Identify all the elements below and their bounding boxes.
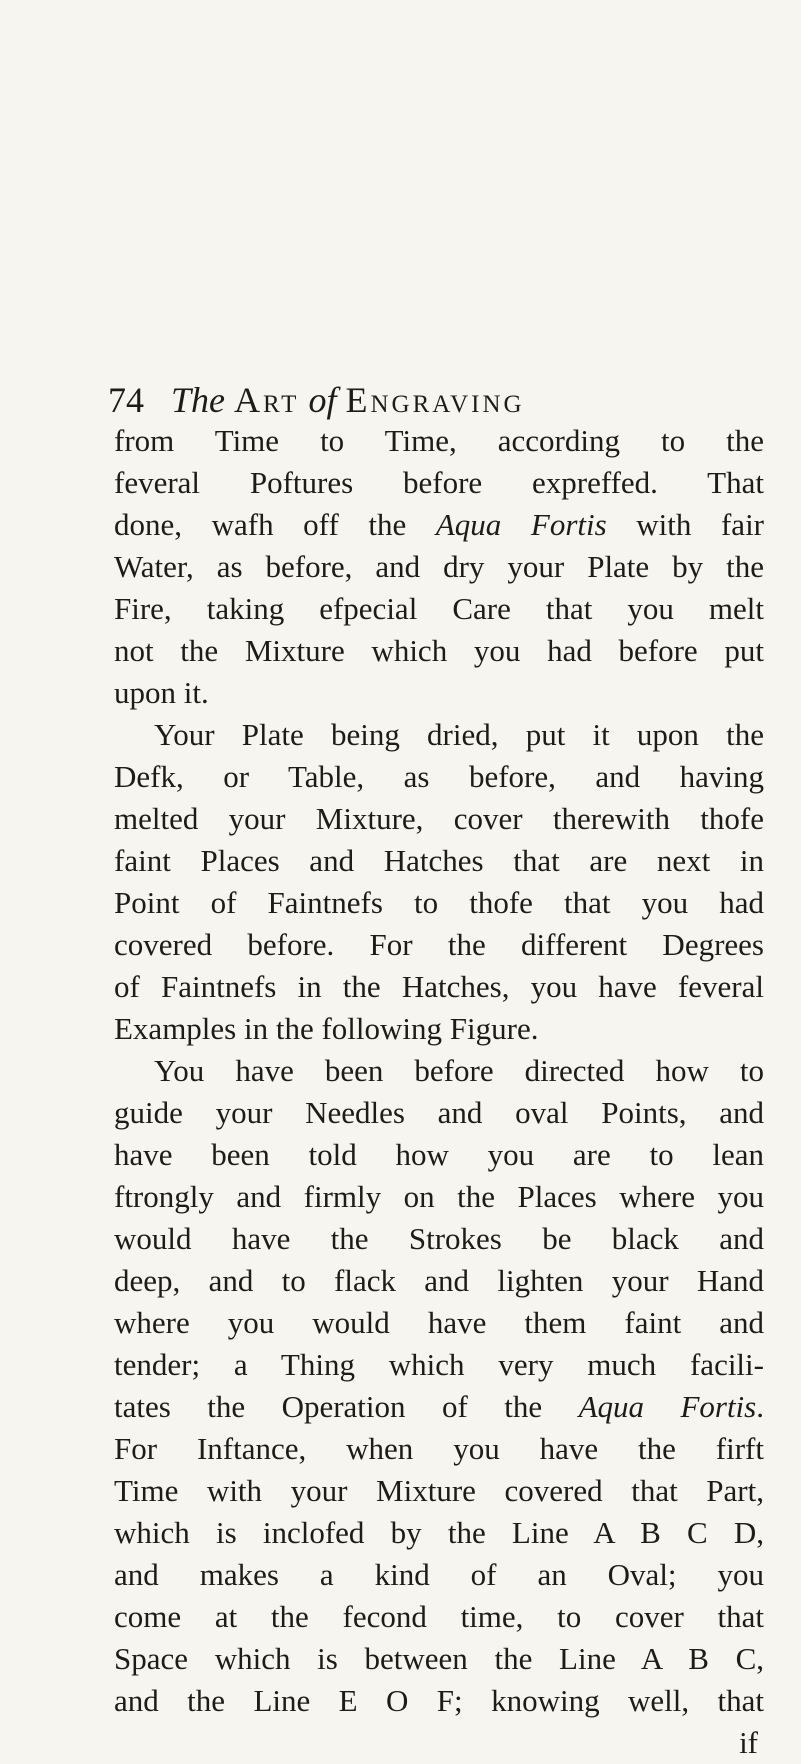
text-line: ftrongly and firmly on the Places where you bbox=[114, 1179, 764, 1214]
text-line: guide your Needles and oval Points, and bbox=[114, 1095, 764, 1130]
text-line: Defk, or Table, as before, and having bbox=[114, 759, 764, 794]
text-line: Fire, taking efpecial Care that you melt bbox=[114, 591, 764, 626]
text-line: where you would have them faint and bbox=[114, 1305, 764, 1340]
text-line: deep, and to flack and lighten your Hand bbox=[114, 1263, 764, 1298]
text-line: which is inclofed by the Line A B C D, bbox=[114, 1515, 764, 1550]
text-line: Space which is between the Line A B C, bbox=[114, 1641, 764, 1676]
text-line: Your Plate being dried, put it upon the bbox=[154, 717, 764, 752]
text-line: Water, as before, and dry your Plate by the bbox=[114, 549, 764, 584]
header-art: Art bbox=[234, 380, 300, 420]
text-line: not the Mixture which you had before put bbox=[114, 633, 764, 668]
text-line: You have been before directed how to bbox=[154, 1053, 764, 1088]
text-line: covered before. For the different Degrees bbox=[114, 927, 764, 962]
page-number: 74 bbox=[108, 380, 144, 420]
header-the: The bbox=[171, 380, 225, 420]
text-line: For Inftance, when you have the firft bbox=[114, 1431, 764, 1466]
text-line: Point of Faintnefs to thofe that you had bbox=[114, 885, 764, 920]
catchword: if bbox=[739, 1725, 758, 1760]
text-line: come at the fecond time, to cover that bbox=[114, 1599, 764, 1634]
text-line: done, wafh off the Aqua Fortis with fair bbox=[114, 507, 764, 542]
text-line: feveral Poftures before expreffed. That bbox=[114, 465, 764, 500]
text-line: tates the Operation of the Aqua Fortis. bbox=[114, 1389, 764, 1424]
text-line: upon it. bbox=[114, 675, 209, 710]
text-line: have been told how you are to lean bbox=[114, 1137, 764, 1172]
text-line: would have the Strokes be black and bbox=[114, 1221, 764, 1256]
running-header bbox=[108, 380, 748, 420]
text-line: Examples in the following Figure. bbox=[114, 1011, 539, 1046]
text-line: and the Line E O F; knowing well, that bbox=[114, 1683, 764, 1718]
text-line: faint Places and Hatches that are next in bbox=[114, 843, 764, 878]
text-line: melted your Mixture, cover therewith thofe bbox=[114, 801, 764, 836]
text-line: tender; a Thing which very much facili- bbox=[114, 1347, 764, 1382]
body-text bbox=[114, 420, 764, 1764]
header-engraving: Engraving bbox=[345, 380, 525, 420]
text-line: Time with your Mixture covered that Part, bbox=[114, 1473, 764, 1508]
text-line: and makes a kind of an Oval; you bbox=[114, 1557, 764, 1592]
text-line: from Time to Time, according to the bbox=[114, 423, 764, 458]
header-of: of bbox=[308, 380, 337, 420]
text-line: of Faintnefs in the Hatches, you have feveral bbox=[114, 969, 764, 1004]
